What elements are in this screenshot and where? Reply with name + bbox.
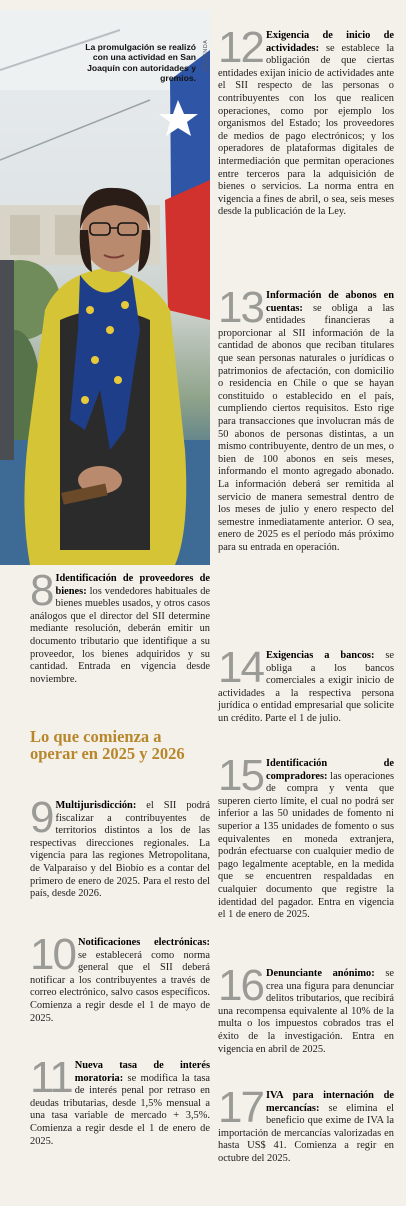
item-11 (30, 1053, 210, 1148)
item-body: las operaciones de compra y venta que superen cierto límite, el cual no podrá ser inferior a las 50 unidades de fomento ni superior a 135 unidades de fomento o sus equivalentes en moneda extranjera, podrán efectuarse con cualquier medio de pago legalmente aceptable, en la medida que se encuentren respaldadas en cualquier documento que registre la identidad del pagador. Entra en vigencia el 1 de enero de 2025. (218, 770, 394, 921)
item-body: el SII podrá fiscalizar a contribuyentes de territorios distintos a los de las respectivas direcciones regionales. La vigencia para las regiones Metropolitana, de Valparaíso y del Biobío es a contar del primero de enero de 2025. Para el resto del país, desde 2026. (30, 800, 210, 900)
item-number: 15 (218, 751, 263, 800)
item-number: 9 (30, 793, 53, 842)
item-body: se crea una figura para denunciar delitos tributarios, que recibirá una recompensa equivalente al 10% de la multa o los impuestos cobrados tras el éxito de la investigación. Entra en vigencia en abril de 2025. (218, 968, 394, 1055)
item-15 (218, 751, 394, 922)
item-heading: Nueva tasa de interés moratoria: (74, 1060, 210, 1084)
item-heading: IVA para internación de mercancías: (265, 1090, 394, 1114)
item-number: 16 (218, 961, 263, 1010)
item-17 (218, 1083, 394, 1166)
item-heading: Notificaciones electrónicas: (77, 937, 210, 948)
item-heading: Identificación de compradores: (265, 758, 394, 782)
item-number: 8 (30, 566, 53, 615)
item-16 (218, 961, 394, 1056)
item-number: 11 (30, 1053, 72, 1102)
item-number: 14 (218, 643, 263, 692)
item-body: se obliga a los bancos comerciales a exigir inicio de actividades a la respectiva persona jurídica o entidad empresarial que solicite un crédito. Parte el 1 de julio. (218, 650, 394, 724)
item-12 (218, 23, 394, 219)
item-body: se establecerá como norma general que el SII deberá notificar a los contribuyentes a través de correo electrónico, salvo casos específicos. Comienza a regir desde el 1 de mayo de 2025. (30, 949, 210, 1024)
photo-illustration (0, 10, 210, 565)
item-body: se elimina el beneficio que exime de IVA la importación de mercancías valorizadas en hasta US$ 41. Comienza a regir en octubre del 2025. (218, 1102, 394, 1164)
item-body: se establece la obligación de que ciertas entidades exijan inicio de actividades ante el SII respecto de las personas o contribuyentes con los que realicen operaciones, como por ejemplo los organismos del Estado; los proveedores de medios de pago electrónicos; y los operadores de plataformas digitales de intermediación que permitan operaciones entre terceros para la adquisición de bienes o servicios. La norma entra en vigencia a fines de abril, o sea, seis meses desde la publicación de la Ley. (218, 42, 394, 218)
item-heading: Multijurisdicción: (55, 800, 137, 811)
item-number: 12 (218, 23, 263, 72)
item-9 (30, 793, 210, 901)
section-tag: HACIENDA (203, 39, 209, 72)
photo-caption: La promulgación se realizó con una actividad en San Joaquín con autoridades y gremios. (85, 42, 196, 83)
item-13 (218, 283, 394, 554)
item-heading: Identificación de proveedores de bienes: (55, 573, 210, 597)
item-heading: Información de abonos en cuentas: (265, 290, 394, 314)
item-number: 17 (218, 1083, 263, 1132)
item-body: se modifica la tasa de interés penal por retraso en deudas tributarias, desde 1,5% mensual a una tasa variable de mercado + 3,5%. Comienza a regir desde el 1 de enero de 2025. (30, 1072, 210, 1147)
section-title: Lo que comienza a operar en 2025 y 2026 (30, 727, 185, 763)
item-body: los vendedores habituales de bienes muebles usados, y otros casos análogos que el director del SII determine mediante resolución, deberán emitir un documento tributario que identifique a su proveedor, los bienes adquiridos y su cantidad. Entrada en vigencia desde noviembre. (30, 585, 210, 685)
item-number: 10 (30, 930, 75, 979)
item-body: se obliga a las entidades financieras a proporcionar al SII información de la cantidad de abonos que reciban titulares que sean personas naturales o jurídicas o patrimonios de afectación, con domicilio o residencia en Chile o que se hayan constituido o establecido en el país, cumpliendo ciertos requisitos. Esto rige para transacciones que involucran más de 50 abonos de personas distintas, a un mismo contribuyente, dentro de un mes, o bien de 100 abonos en seis meses, informando el monto agregado abonado. La información deberá ser remitida al servicio de manera semestral dentro de los meses de julio y enero respecto del semestre inmediatamente anterior. O sea, enero de 2025 es el período más próximo para su entrada en operación. (218, 302, 394, 553)
item-heading: Denunciante anónimo: (265, 968, 375, 979)
item-10 (30, 930, 210, 1025)
item-heading: Exigencias a bancos: (265, 650, 375, 661)
news-photo (0, 10, 210, 565)
item-8 (30, 566, 210, 686)
item-heading: Exigencia de inicio de actividades: (265, 30, 394, 54)
item-14 (218, 643, 394, 726)
item-number: 13 (218, 283, 263, 332)
